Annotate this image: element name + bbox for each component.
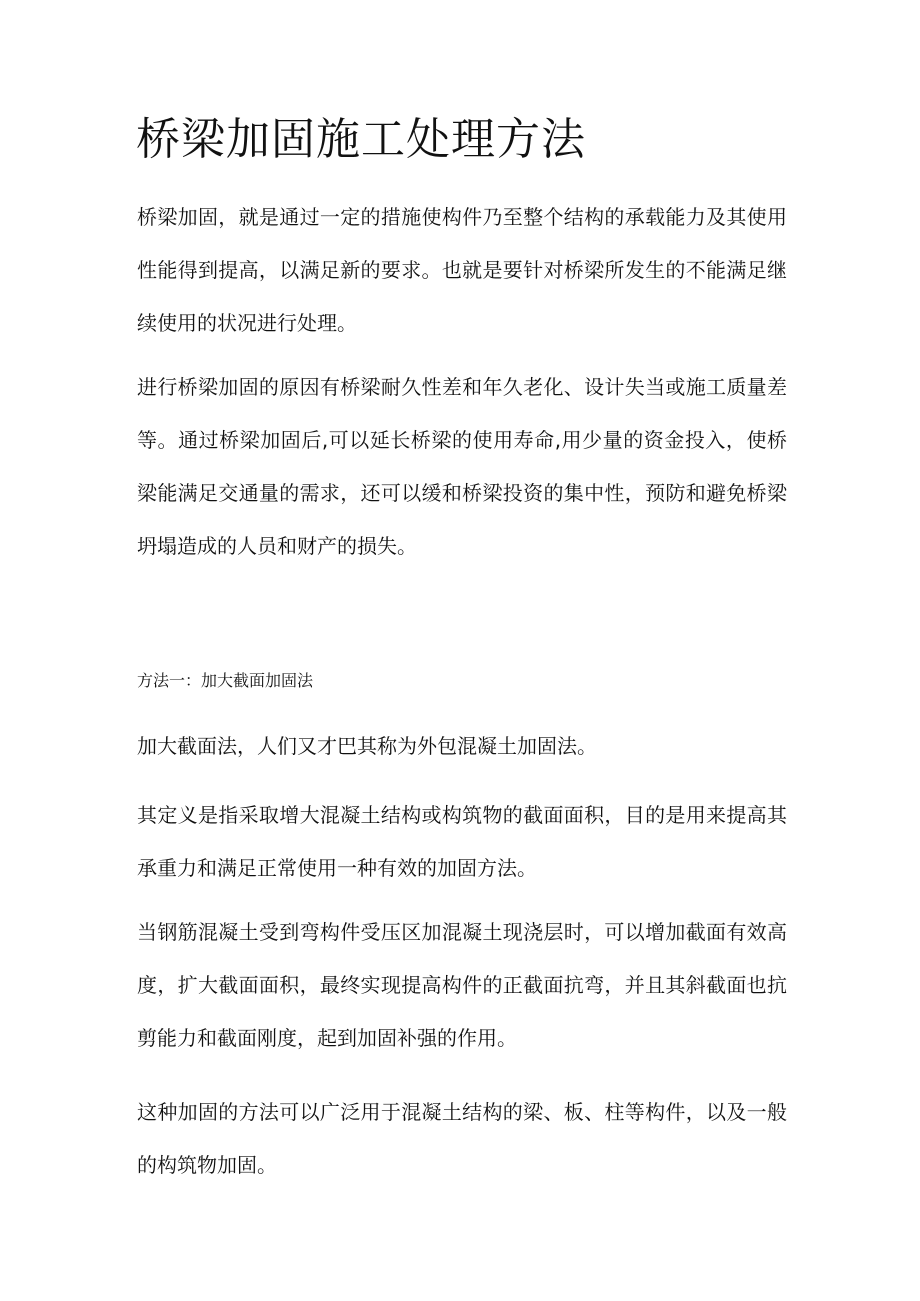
section-heading: 方法一：加大截面加固法 bbox=[137, 671, 314, 690]
section-paragraph-2: 其定义是指采取增大混凝土结构或构筑物的截面面积，目的是用来提高其承重力和满足正常使用一种有效的加固方法。 bbox=[137, 803, 787, 880]
section-paragraph-4: 这种加固的方法可以广泛用于混凝土结构的梁、板、柱等构件，以及一般的构筑物加固。 bbox=[137, 1100, 787, 1177]
section-paragraph-1: 加大截面法，人们又才巴其称为外包混凝土加固法。 bbox=[137, 734, 597, 758]
page-title: 桥梁加固施工处理方法 bbox=[136, 114, 586, 165]
intro-paragraph-2: 进行桥梁加固的原因有桥梁耐久性差和年久老化、设计失当或施工质量差等。通过桥梁加固后,可以延长桥梁的使用寿命,用少量的资金投入，使桥梁能满足交通量的需求，还可以缓和桥梁投资的集中性，预防和避免桥梁坍塌造成的人员和财产的损失。 bbox=[137, 375, 787, 558]
section-paragraph-3: 当钢筋混凝土受到弯构件受压区加混凝土现浇层时，可以增加截面有效高度，扩大截面面积，最终实现提高构件的正截面抗弯，并且其斜截面也抗剪能力和截面刚度，起到加固补强的作用。 bbox=[137, 920, 787, 1050]
intro-paragraph-1: 桥梁加固，就是通过一定的措施使构件乃至整个结构的承载能力及其使用性能得到提高，以满足新的要求。也就是要针对桥梁所发生的不能满足继续使用的状况进行处理。 bbox=[137, 205, 787, 335]
